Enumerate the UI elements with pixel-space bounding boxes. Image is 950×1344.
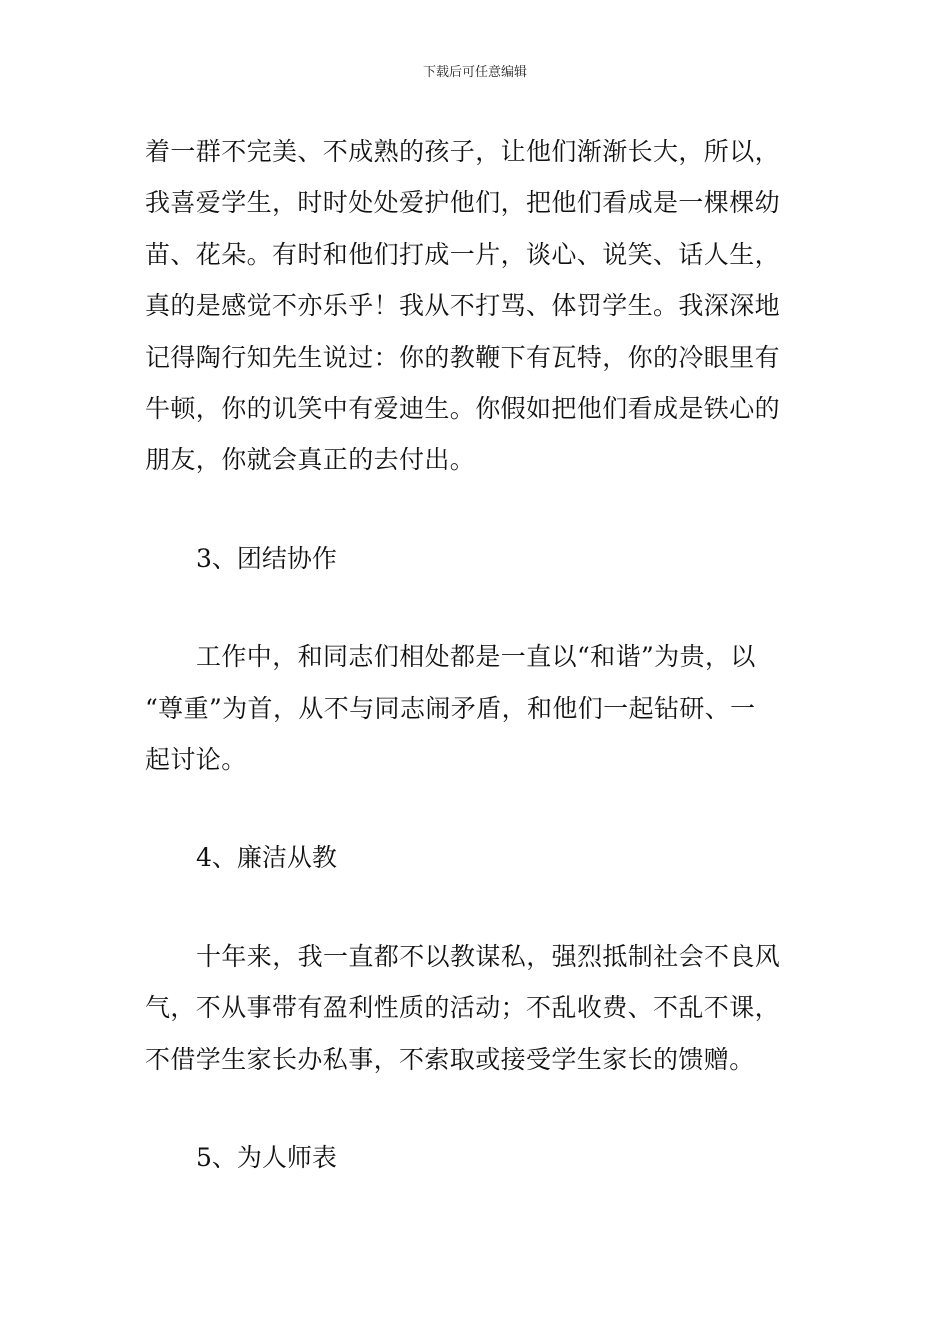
paragraph-students	[145, 126, 809, 486]
text-line: 气，不从事带有盈利性质的活动；不乱收费、不乱不课，	[145, 993, 781, 1023]
text-line: 起讨论。	[145, 745, 247, 775]
document-body	[145, 126, 809, 1184]
text-line: 苗、花朵。有时和他们打成一片，谈心、说笑、话人生，	[145, 239, 781, 269]
section-heading-5: 5、为人师表	[196, 1143, 337, 1173]
paragraph-integrity	[145, 931, 809, 1085]
text-line: “尊重”为首，从不与同志闹矛盾，和他们一起钻研、一	[145, 693, 756, 723]
text-line: 记得陶行知先生说过：你的教鞭下有瓦特，你的冷眼里有	[145, 342, 781, 372]
text-line: 朋友，你就会真正的去付出。	[145, 445, 476, 475]
text-line: 真的是感觉不亦乐乎！我从不打骂、体罚学生。我深深地	[145, 291, 781, 321]
page-header: 下载后可任意编辑	[422, 65, 527, 80]
text-line: 着一群不完美、不成熟的孩子，让他们渐渐长大，所以，	[145, 137, 781, 166]
section-heading-3: 3、团结协作	[196, 543, 337, 573]
text-line: 十年来，我一直都不以教谋私，强烈抵制社会不良风	[196, 941, 781, 971]
paragraph-teamwork	[145, 631, 809, 785]
text-line: 不借学生家长办私事，不索取或接受学生家长的馈赠。	[145, 1044, 755, 1074]
text-line: 牛顿，你的讥笑中有爱迪生。你假如把他们看成是铁心的	[145, 394, 781, 424]
text-line: 我喜爱学生，时时处处爱护他们，把他们看成是一棵棵幼	[145, 188, 781, 218]
section-heading-4: 4、廉洁从教	[196, 843, 337, 873]
text-line: 工作中，和同志们相处都是一直以“和谐”为贵，以	[196, 642, 756, 672]
